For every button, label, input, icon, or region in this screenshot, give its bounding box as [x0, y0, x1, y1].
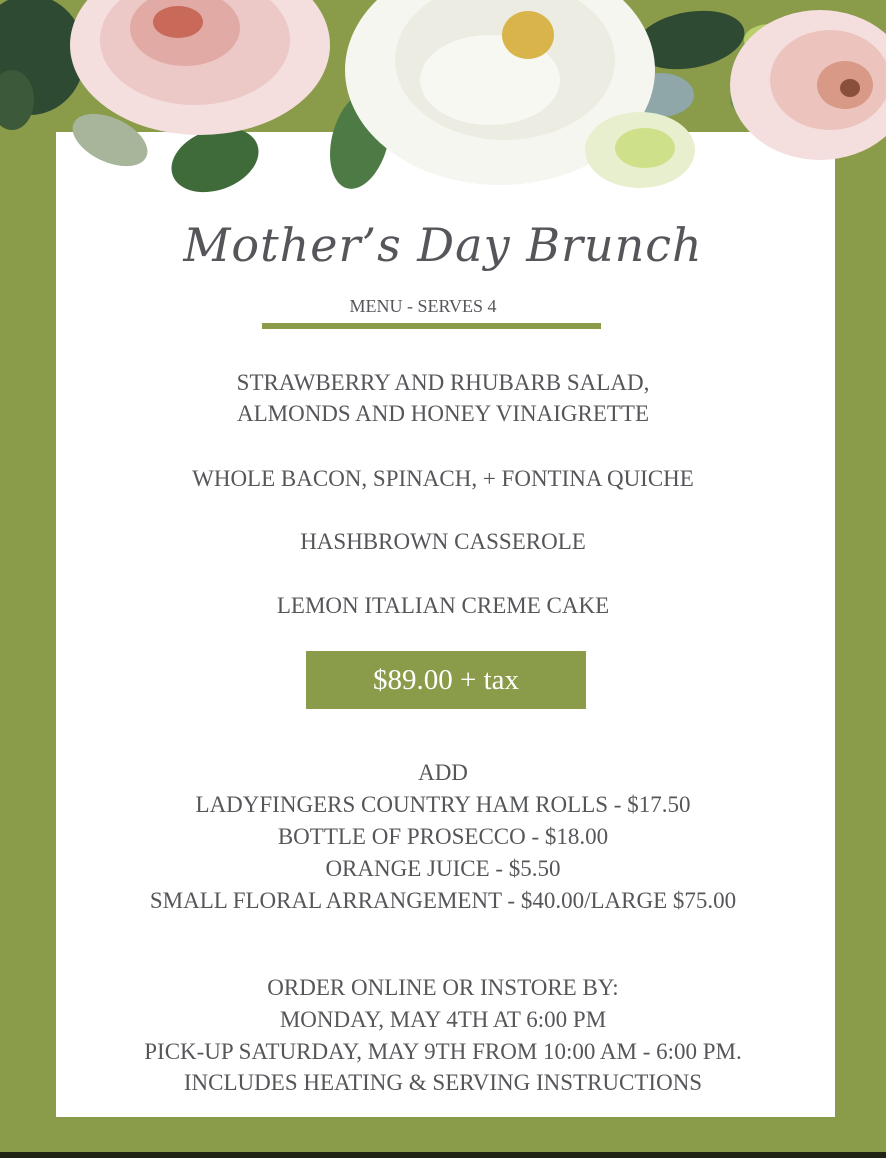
- menu-card: [56, 132, 835, 1117]
- menu-item: LEMON ITALIAN CREME CAKE: [276, 593, 610, 618]
- price-label: $89.00 + tax: [372, 663, 520, 696]
- menu-item: ALMONDS AND HONEY VINAIGRETTE: [236, 401, 650, 426]
- price-badge: [306, 651, 586, 709]
- page-title: Mother’s Day Brunch: [183, 218, 703, 272]
- order-info: INCLUDES HEATING & SERVING INSTRUCTIONS: [183, 1070, 703, 1095]
- addon-item: SMALL FLORAL ARRANGEMENT - $40.00/LARGE $75.00: [149, 888, 737, 913]
- menu-item: HASHBROWN CASSEROLE: [300, 529, 586, 554]
- order-info: ORDER ONLINE OR INSTORE BY:: [267, 975, 619, 1000]
- menu-item: WHOLE BACON, SPINACH, + FONTINA QUICHE: [192, 466, 694, 491]
- floral-decoration: [0, 0, 886, 205]
- menu-subtitle: MENU - SERVES 4: [349, 296, 497, 316]
- order-info: PICK-UP SATURDAY, MAY 9TH FROM 10:00 AM - 6:00 PM.: [144, 1039, 742, 1064]
- addons-heading: ADD: [418, 760, 468, 785]
- page-bottom-border: [0, 1152, 886, 1158]
- addon-item: LADYFINGERS COUNTRY HAM ROLLS - $17.50: [195, 792, 691, 817]
- addon-item: BOTTLE OF PROSECCO - $18.00: [277, 824, 609, 849]
- order-info: MONDAY, MAY 4TH AT 6:00 PM: [279, 1007, 607, 1032]
- menu-item: STRAWBERRY AND RHUBARB SALAD,: [236, 370, 650, 395]
- addon-item: ORANGE JUICE - $5.50: [325, 856, 561, 881]
- title-divider: [262, 323, 601, 329]
